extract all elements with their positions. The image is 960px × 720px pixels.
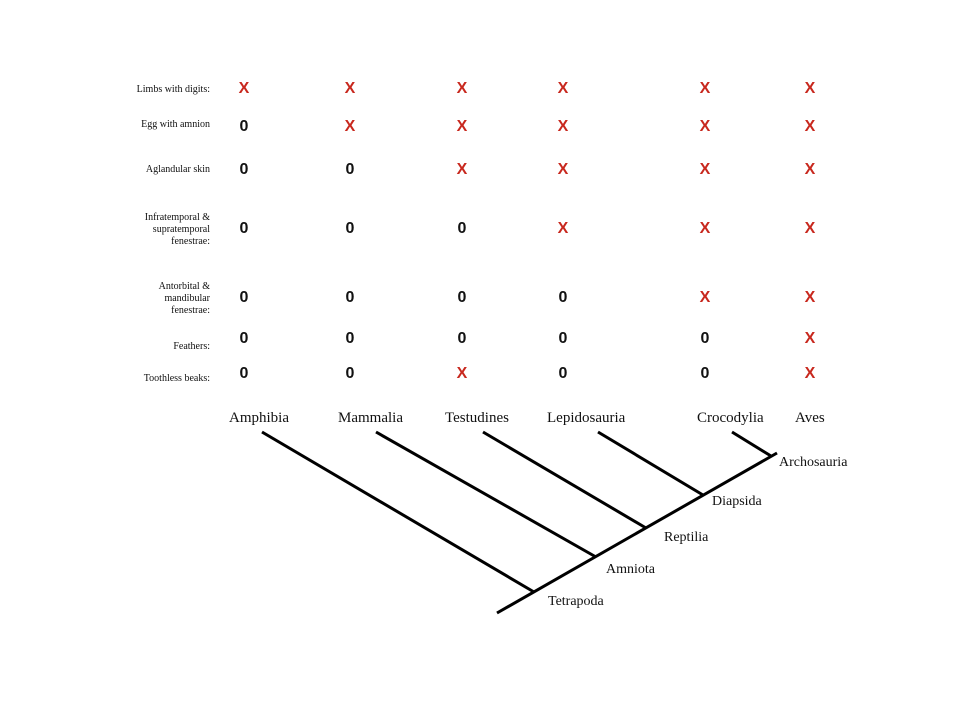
clade-tetrapoda: Tetrapoda: [548, 594, 604, 609]
matrix-cell: X: [456, 161, 468, 178]
matrix-cell: X: [699, 80, 711, 97]
matrix-cell: X: [699, 220, 711, 237]
clade-diapsida: Diapsida: [712, 494, 762, 509]
trait-label-limbs: Limbs with digits:: [136, 84, 210, 95]
matrix-cell: X: [344, 118, 356, 135]
trait-label-antorbital-fenestrae: Antorbital & mandibular fenestrae:: [158, 281, 210, 316]
matrix-cell: 0: [457, 330, 467, 347]
branch-amphibia: [262, 432, 534, 592]
matrix-cell: X: [804, 118, 816, 135]
matrix-cell: X: [557, 80, 569, 97]
matrix-cell: 0: [345, 330, 355, 347]
matrix-cell: X: [804, 330, 816, 347]
matrix-cell: 0: [345, 289, 355, 306]
matrix-cell: X: [804, 161, 816, 178]
taxon-crocodylia: Crocodylia: [697, 410, 764, 426]
matrix-cell: X: [804, 80, 816, 97]
matrix-cell: 0: [239, 365, 249, 382]
matrix-cell: 0: [457, 289, 467, 306]
taxon-testudines: Testudines: [445, 410, 509, 426]
matrix-cell: X: [804, 289, 816, 306]
clade-archosauria: Archosauria: [779, 455, 848, 470]
trait-label-temporal-fenestrae: Infratemporal & supratemporal fenestrae:: [144, 212, 210, 247]
matrix-cell: 0: [700, 365, 710, 382]
matrix-cell: X: [456, 118, 468, 135]
matrix-cell: 0: [457, 220, 467, 237]
matrix-cell: 0: [558, 365, 568, 382]
trait-label-amnion: Egg with amnion: [141, 119, 210, 130]
trunk-branch: [497, 453, 777, 613]
matrix-cell: X: [557, 118, 569, 135]
taxon-amphibia: Amphibia: [229, 410, 289, 426]
branch-crocodylia: [732, 432, 771, 456]
matrix-cell: X: [557, 220, 569, 237]
trait-label-feathers: Feathers:: [173, 341, 210, 352]
matrix-cell: X: [699, 118, 711, 135]
matrix-cell: 0: [239, 161, 249, 178]
matrix-cell: 0: [239, 289, 249, 306]
matrix-cell: X: [238, 80, 250, 97]
branch-lepidosauria: [598, 432, 703, 495]
matrix-cell: 0: [239, 220, 249, 237]
clade-reptilia: Reptilia: [664, 530, 709, 545]
matrix-cell: 0: [558, 289, 568, 306]
branch-mammalia: [376, 432, 596, 557]
matrix-cell: 0: [345, 365, 355, 382]
trait-label-beaks: Toothless beaks:: [143, 373, 210, 384]
matrix-cell: X: [804, 220, 816, 237]
matrix-cell: X: [804, 365, 816, 382]
matrix-cell: X: [557, 161, 569, 178]
taxon-lepidosauria: Lepidosauria: [547, 410, 626, 426]
clade-amniota: Amniota: [606, 562, 655, 577]
matrix-cell: 0: [239, 118, 249, 135]
matrix-cell: X: [456, 365, 468, 382]
taxon-mammalia: Mammalia: [338, 410, 403, 426]
matrix-cell: 0: [558, 330, 568, 347]
matrix-cell: 0: [345, 220, 355, 237]
trait-label-skin: Aglandular skin: [145, 164, 210, 175]
matrix-cell: X: [344, 80, 356, 97]
matrix-cell: 0: [345, 161, 355, 178]
matrix-cell: X: [456, 80, 468, 97]
matrix-cell: 0: [700, 330, 710, 347]
matrix-cell: 0: [239, 330, 249, 347]
taxon-aves: Aves: [795, 410, 825, 426]
matrix-cell: X: [699, 289, 711, 306]
matrix-cell: X: [699, 161, 711, 178]
